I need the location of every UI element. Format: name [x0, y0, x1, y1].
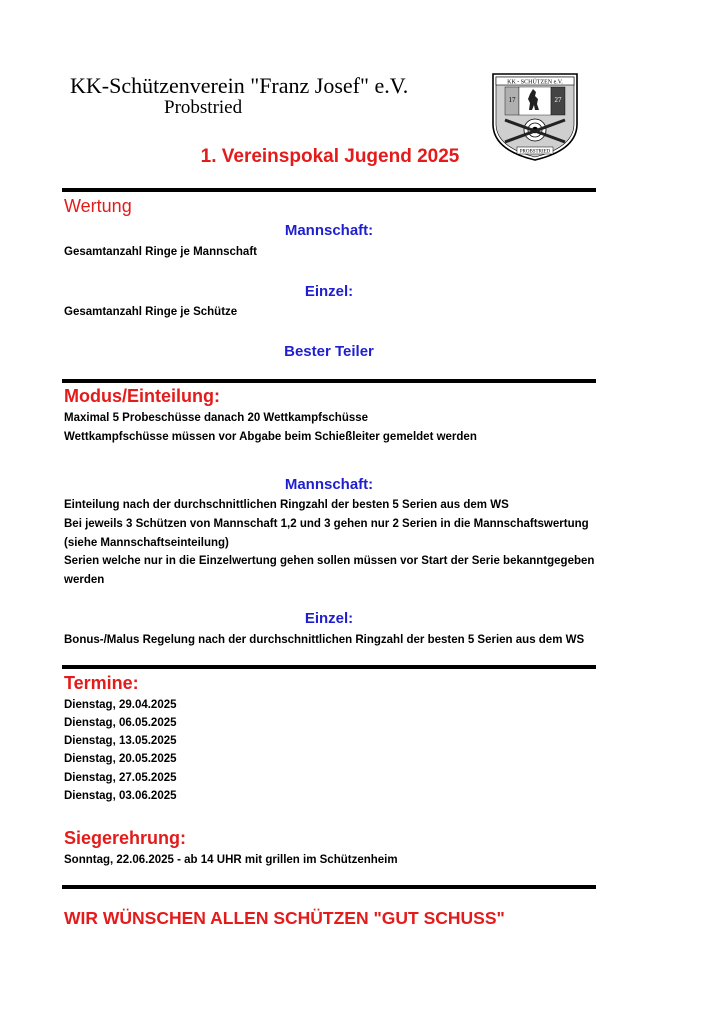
- logo-top-text: KK - SCHÜTZEN e.V.: [507, 79, 563, 86]
- wertung-mannschaft-text: Gesamtanzahl Ringe je Mannschaft: [64, 246, 257, 258]
- modus-line: Maximal 5 Probeschüsse danach 20 Wettkampfschüsse: [64, 412, 369, 424]
- section-heading-siegerehrung: Siegerehrung:: [64, 828, 187, 848]
- logo-right-number: 27: [554, 96, 562, 104]
- club-place: Probstried: [164, 97, 243, 118]
- date-item: Dienstag, 06.05.2025: [64, 717, 177, 729]
- einzel-line: Bonus-/Malus Regelung nach der durchschnittlichen Ringzahl der besten 5 Serien aus dem WS: [64, 634, 585, 646]
- mannschaft-line: werden: [64, 574, 105, 586]
- logo-left-number: 17: [508, 96, 516, 104]
- section-heading-modus: Modus/Einteilung:: [64, 386, 220, 406]
- club-name: KK-Schützenverein "Franz Josef" e.V.: [70, 73, 409, 98]
- wertung-einzel-text: Gesamtanzahl Ringe je Schütze: [64, 306, 238, 318]
- subheading-einzel: Einzel:: [304, 610, 354, 627]
- date-item: Dienstag, 29.04.2025: [64, 699, 177, 711]
- subheading-einzel: Einzel:: [304, 283, 354, 300]
- mannschaft-line: Serien welche nur in die Einzelwertung gehen sollen müssen vor Start der Serie bekanntgegeben: [64, 555, 595, 567]
- divider: [62, 379, 596, 383]
- divider: [62, 665, 596, 669]
- date-item: Dienstag, 27.05.2025: [64, 772, 177, 784]
- logo-bottom-text: PROBSTRIED: [519, 149, 551, 155]
- section-heading-termine: Termine:: [64, 673, 139, 693]
- date-item: Dienstag, 13.05.2025: [64, 735, 177, 747]
- subheading-mannschaft: Mannschaft:: [284, 476, 374, 493]
- date-item: Dienstag, 03.06.2025: [64, 790, 177, 802]
- divider: [62, 188, 596, 192]
- siegerehrung-text: Sonntag, 22.06.2025 - ab 14 UHR mit grillen im Schützenheim: [64, 854, 398, 866]
- mannschaft-line: (siehe Mannschaftseinteilung): [64, 537, 229, 549]
- mannschaft-line: Einteilung nach der durchschnittlichen Ringzahl der besten 5 Serien aus dem WS: [64, 499, 509, 511]
- modus-line: Wettkampfschüsse müssen vor Abgabe beim Schießleiter gemeldet werden: [64, 431, 477, 443]
- page-title: 1. Vereinspokal Jugend 2025: [200, 146, 460, 167]
- subheading-mannschaft: Mannschaft:: [284, 222, 374, 239]
- divider: [62, 885, 596, 889]
- date-item: Dienstag, 20.05.2025: [64, 753, 177, 765]
- footer-slogan: WIR WÜNSCHEN ALLEN SCHÜTZEN "GUT SCHUSS": [64, 908, 505, 928]
- section-heading-wertung: Wertung: [64, 196, 132, 216]
- subheading-bester-teiler: Bester Teiler: [284, 343, 374, 360]
- mannschaft-line: Bei jeweils 3 Schützen von Mannschaft 1,2 und 3 gehen nur 2 Serien in die Mannschaftswertung: [64, 518, 589, 530]
